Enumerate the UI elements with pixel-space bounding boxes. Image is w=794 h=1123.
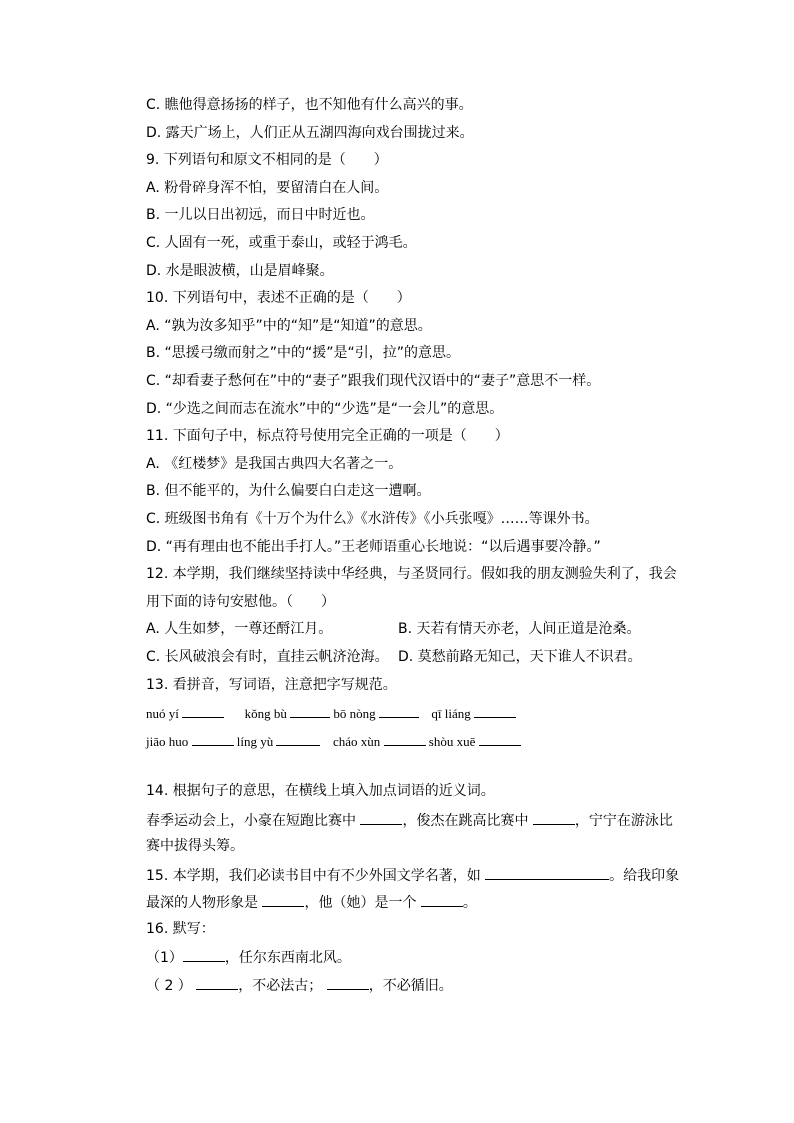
- q12-option-d: D. 莫愁前路无知己，天下谁人不识君。: [398, 649, 642, 665]
- q9-option-a: A. 粉骨碎身浑不怕，要留清白在人间。: [146, 180, 389, 196]
- pinyin-row-2: [146, 731, 521, 751]
- q16-item-1: （1） ，任尔东西南北风。: [146, 947, 351, 967]
- pinyin-row-1: [146, 703, 516, 723]
- line-c8: C. 瞧他得意扬扬的样子，也不知他有什么高兴的事。: [146, 97, 473, 113]
- question-14: 14. 根据句子的意思，在横线上填入加点词语的近义词。: [146, 783, 495, 799]
- pinyin-4: qī liáng: [431, 706, 471, 721]
- answer-blank[interactable]: [384, 731, 426, 746]
- question-16: 16. 默写：: [146, 921, 215, 937]
- answer-blank[interactable]: [360, 810, 402, 825]
- answer-blank[interactable]: [262, 892, 304, 907]
- answer-blank[interactable]: [196, 975, 238, 990]
- q10-option-a: A. “孰为汝多知乎”中的“知”是“知道”的意思。: [146, 318, 432, 334]
- pinyin-5: jiāo huo: [146, 734, 189, 749]
- answer-blank[interactable]: [290, 703, 330, 718]
- answer-blank[interactable]: [474, 703, 516, 718]
- question-14-text: 春季运动会上，小豪在短跑比赛中 ，俊杰在跳高比赛中 ，宁宁在游泳比: [146, 810, 673, 830]
- answer-blank[interactable]: [276, 731, 320, 746]
- answer-blank[interactable]: [327, 975, 369, 990]
- pinyin-3: bō nòng: [333, 706, 376, 721]
- pinyin-8: shòu xuē: [428, 734, 476, 749]
- question-9: 9. 下列语句和原文不相同的是（ ）: [146, 152, 388, 168]
- pinyin-7: cháo xùn: [332, 734, 381, 749]
- q9-option-c: C. 人固有一死，或重于泰山，或轻于鸿毛。: [146, 235, 417, 251]
- answer-blank[interactable]: [183, 947, 225, 962]
- pinyin-2: kǒng bù: [244, 706, 287, 721]
- q11-option-b: B. 但不能平的，为什么偏要白白走这一遭啊。: [146, 483, 431, 499]
- answer-blank[interactable]: [479, 731, 521, 746]
- question-11: 11. 下面句子中，标点符号使用完全正确的一项是（ ）: [146, 428, 509, 444]
- q11-option-a: A. 《红楼梦》是我国古典四大名著之一。: [146, 456, 403, 472]
- question-15-cont: 最深的人物形象是 ，他（她）是一个 。: [146, 892, 477, 912]
- q9-option-d: D. 水是眼波横，山是眉峰聚。: [146, 263, 334, 279]
- answer-blank[interactable]: [379, 703, 419, 718]
- q11-option-d: D. “再有理由也不能出手打人。”王老师语重心长地说：“以后遇事要冷静。”: [146, 539, 601, 555]
- answer-blank[interactable]: [421, 892, 463, 907]
- q10-option-d: D. “少选之间而志在流水”中的“少选”是“一会儿”的意思。: [146, 401, 504, 417]
- pinyin-6: líng yù: [236, 734, 274, 749]
- question-12-cont: 用下面的诗句安慰他。（ ）: [146, 594, 335, 610]
- q10-option-b: B. “思援弓缴而射之”中的“援”是“引，拉”的意思。: [146, 345, 461, 361]
- q12-option-a: A. 人生如梦，一尊还酹江月。: [146, 621, 333, 637]
- q9-option-b: B. 一儿以日出初远，而日中时近也。: [146, 207, 375, 223]
- q12-option-c: C. 长风破浪会有时，直挂云帆济沧海。: [146, 649, 389, 665]
- q16-item-2: （ 2 ） ，不必法古； ，不必循旧。: [146, 975, 453, 995]
- pinyin-1: nuó yí: [146, 706, 179, 721]
- answer-blank[interactable]: [485, 865, 609, 880]
- answer-blank[interactable]: [182, 703, 224, 718]
- line-d8: D. 露天广场上，人们正从五湖四海向戏台围拢过来。: [146, 125, 474, 141]
- q12-option-b: B. 天若有情天亦老，人间正道是沧桑。: [398, 621, 641, 637]
- answer-blank[interactable]: [192, 731, 234, 746]
- question-10: 10. 下列语句中，表述不正确的是（ ）: [146, 290, 411, 306]
- answer-blank[interactable]: [533, 810, 575, 825]
- question-14-cont: 赛中拔得头筹。: [146, 838, 244, 854]
- question-15: 15. 本学期，我们必读书目中有不少外国文学名著，如 。给我印象: [146, 865, 679, 885]
- q11-option-c: C. 班级图书角有《十万个为什么》《水浒传》《小兵张嘎》……等课外书。: [146, 511, 599, 527]
- question-12: 12. 本学期，我们继续坚持读中华经典，与圣贤同行。假如我的朋友测验失利了，我会: [146, 566, 677, 582]
- question-13: 13. 看拼音，写词语，注意把字写规范。: [146, 677, 397, 693]
- q10-option-c: C. “却看妻子愁何在”中的“妻子”跟我们现代汉语中的“妻子”意思不一样。: [146, 373, 601, 389]
